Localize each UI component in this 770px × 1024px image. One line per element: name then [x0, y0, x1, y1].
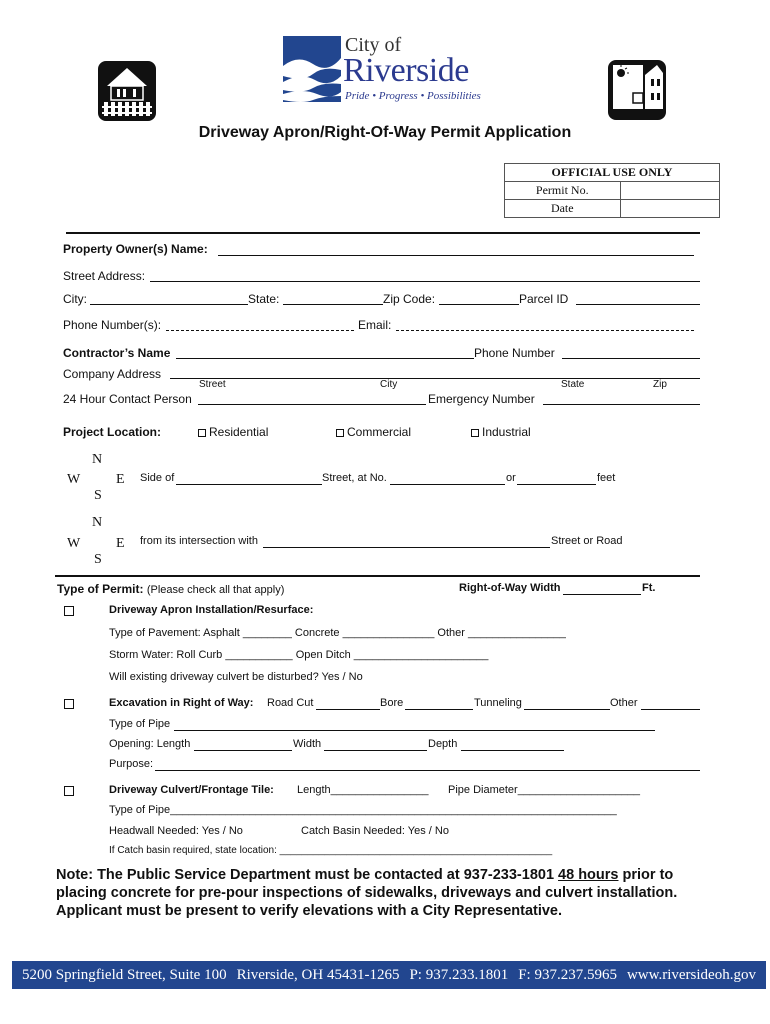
commercial-label: Commercial [347, 425, 412, 439]
city-logo [283, 36, 483, 104]
row-width-field[interactable] [563, 594, 641, 595]
street-at-no-label: Street, at No. [322, 472, 387, 484]
intersection-label: from its intersection with [140, 535, 258, 547]
zip-field[interactable] [439, 304, 519, 305]
industrial-label: Industrial [482, 425, 531, 439]
side-of-field[interactable] [176, 484, 322, 485]
excavation-title: Excavation in Right of Way: [109, 697, 254, 709]
bore-label: Bore [380, 697, 404, 709]
phone-numbers-label: Phone Number(s): [63, 318, 162, 332]
culvert-question[interactable]: Will existing driveway culvert be disturbed? Yes / No [109, 671, 363, 683]
compass-w-2: W [67, 536, 81, 551]
culvert-checkbox[interactable] [64, 786, 74, 796]
sub-zip: Zip [653, 379, 667, 390]
bore-field[interactable] [405, 709, 473, 710]
residential-checkbox[interactable] [198, 429, 206, 437]
width-label: Width [293, 738, 322, 750]
company-address-field[interactable] [170, 378, 700, 379]
compass-w-1: W [67, 472, 81, 487]
note-line-2: placing concrete for pre-pour inspections of sidewalks, driveways and culvert installation. [56, 885, 678, 901]
width-field[interactable] [324, 750, 427, 751]
apron-checkbox[interactable] [64, 606, 74, 616]
depth-label: Depth [428, 738, 458, 750]
street-address-field[interactable] [150, 281, 700, 282]
commercial-checkbox[interactable] [336, 429, 344, 437]
official-use-table [504, 163, 720, 218]
or-label: or [506, 472, 516, 484]
compass-n-2: N [92, 515, 103, 530]
house-sun-icon [607, 59, 667, 126]
permit-no-field[interactable] [620, 182, 719, 200]
contractor-phone-label: Phone Number [474, 346, 555, 360]
contractor-name-label: Contractor’s Name [63, 346, 171, 360]
fence-house-icon [97, 60, 157, 127]
zip-label: Zip Code: [383, 292, 436, 306]
tunneling-label: Tunneling [474, 697, 522, 709]
compass-s-2: S [94, 552, 102, 567]
row-width-label: Right-of-Way Width [459, 582, 561, 594]
parcel-field[interactable] [576, 304, 700, 305]
footer-fax: F: 937.237.5965 [518, 966, 617, 983]
owner-name-field[interactable] [218, 255, 694, 256]
footer-bar [12, 961, 766, 989]
excavation-checkbox[interactable] [64, 699, 74, 709]
contractor-name-field[interactable] [176, 358, 474, 359]
divider-mid [55, 575, 700, 577]
commercial-option[interactable] [336, 425, 411, 439]
opening-length-field[interactable] [194, 750, 292, 751]
compass-e-1: E [116, 472, 125, 487]
compass-e-2: E [116, 536, 125, 551]
type-of-permit [57, 582, 284, 596]
city-label: City: [63, 292, 87, 306]
logo-tagline: Pride • Progress • Possibilities [345, 90, 481, 102]
street-address-label: Street Address: [63, 269, 146, 283]
form-title: Driveway Apron/Right-Of-Way Permit Application [198, 124, 572, 141]
depth-field[interactable] [461, 750, 564, 751]
opening-length-label: Opening: Length [109, 738, 191, 750]
culvert-length[interactable]: Length________________ [297, 784, 429, 796]
emergency-number-label: Emergency Number [428, 392, 535, 406]
street-no-field[interactable] [390, 484, 505, 485]
note-line-3: Applicant must be present to verify elevations with a City Representative. [56, 903, 563, 919]
road-cut-label: Road Cut [267, 697, 314, 709]
note-line-1 [56, 867, 673, 883]
project-location-label: Project Location: [63, 425, 162, 439]
apron-title: Driveway Apron Installation/Resurface: [109, 604, 314, 616]
logo-city-of: City of [345, 34, 402, 56]
type-of-pipe-label: Type of Pipe [109, 718, 171, 730]
type-of-pipe-2[interactable]: Type of Pipe_________________________________________________________________________ [109, 804, 617, 816]
phone-numbers-field[interactable] [166, 330, 354, 331]
company-address-label: Company Address [63, 367, 162, 381]
footer-phone: P: 937.233.1801 [409, 966, 509, 983]
pavement-line[interactable]: Type of Pavement: Asphalt ________ Concrete _______________ Other ________________ [109, 627, 566, 639]
note-text-c: prior to [618, 867, 674, 883]
catch-basin-location[interactable]: If Catch basin required, state location: _________________________________________________ [109, 845, 553, 856]
street-or-road-label: Street or Road [551, 535, 623, 547]
catch-basin-needed[interactable]: Catch Basin Needed: Yes / No [301, 825, 449, 837]
headwall-needed[interactable]: Headwall Needed: Yes / No [109, 825, 243, 837]
side-of-label: Side of [140, 472, 175, 484]
note-text-a: Note: The Public Service Department must be contacted at 937-233-1801 [56, 867, 559, 883]
road-cut-field[interactable] [316, 709, 380, 710]
permit-no-label: Permit No. [505, 182, 621, 200]
other-label: Other [610, 697, 638, 709]
type-of-permit-label: Type of Permit: [57, 582, 144, 596]
residential-label: Residential [209, 425, 269, 439]
tunneling-field[interactable] [524, 709, 610, 710]
ft-label: Ft. [642, 582, 656, 594]
date-label: Date [505, 200, 621, 218]
footer-address: 5200 Springfield Street, Suite 100 [22, 966, 227, 983]
type-of-pipe-field[interactable] [174, 730, 655, 731]
other-field[interactable] [641, 709, 700, 710]
city-field[interactable] [90, 304, 248, 305]
parcel-label: Parcel ID [519, 292, 569, 306]
pipe-diameter[interactable]: Pipe Diameter____________________ [448, 784, 641, 796]
date-field[interactable] [620, 200, 719, 218]
feet-label: feet [597, 472, 616, 484]
footer-city: Riverside, OH 45431-1265 [236, 966, 400, 983]
culvert-title: Driveway Culvert/Frontage Tile: [109, 784, 274, 796]
footer-website[interactable]: www.riversideoh.gov [626, 966, 756, 983]
email-field[interactable] [396, 330, 694, 331]
state-label: State: [248, 292, 280, 306]
sub-city: City [380, 379, 398, 390]
sub-street: Street [199, 379, 226, 390]
sub-state: State [561, 379, 585, 390]
state-field[interactable] [283, 304, 383, 305]
divider-top [66, 232, 700, 234]
note-48-hours: 48 hours [558, 867, 619, 883]
emergency-number-field[interactable] [543, 404, 700, 405]
type-of-permit-note: (Please check all that apply) [146, 584, 285, 596]
owner-name-label: Property Owner(s) Name: [63, 242, 208, 256]
purpose-field[interactable] [155, 770, 700, 771]
industrial-checkbox[interactable] [471, 429, 479, 437]
official-use-header: OFFICIAL USE ONLY [505, 164, 720, 182]
logo-riverside: Riverside [343, 52, 469, 89]
intersection-field[interactable] [263, 547, 550, 548]
email-label: Email: [358, 318, 392, 332]
residential-option[interactable] [198, 425, 268, 439]
contact-person-field[interactable] [198, 404, 426, 405]
feet-field[interactable] [517, 484, 596, 485]
compass-n-1: N [92, 452, 103, 467]
industrial-option[interactable] [471, 425, 531, 439]
purpose-label: Purpose: [109, 758, 154, 770]
contractor-phone-field[interactable] [562, 358, 700, 359]
contact-person-label: 24 Hour Contact Person [63, 392, 192, 406]
compass-s-1: S [94, 488, 102, 503]
storm-water-line[interactable]: Storm Water: Roll Curb ___________ Open Ditch ______________________ [109, 649, 489, 661]
